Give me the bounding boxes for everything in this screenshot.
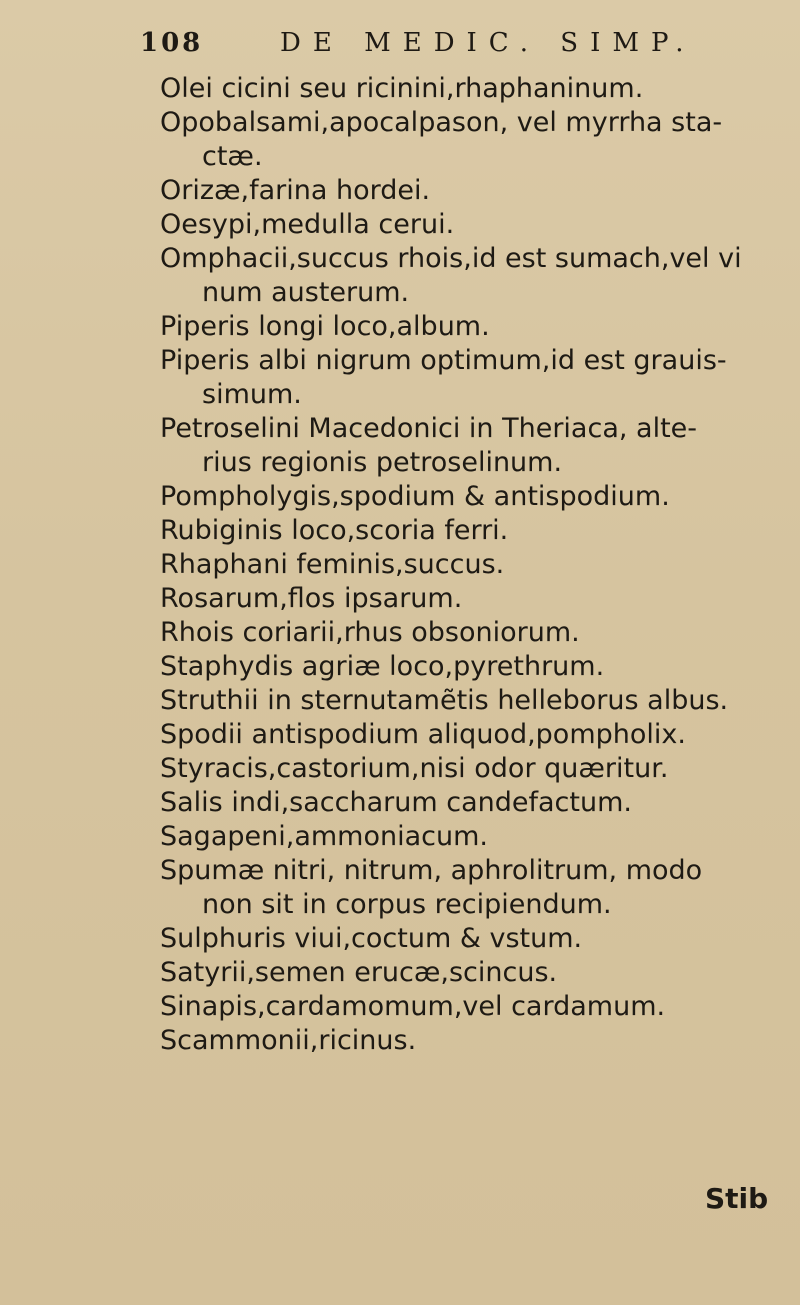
entry-line: Styracis,castorium,nisi odor quæritur. (160, 753, 669, 784)
entry-line: Sulphuris viui,coctum & vstum. (160, 923, 583, 954)
entry-line: Rubiginis loco,scoria ferri. (160, 515, 509, 546)
entry-line: Oesypi,medulla cerui. (160, 209, 455, 240)
entry-continuation: rius regionis petroselinum. (202, 447, 563, 478)
running-title: DE MEDIC. SIMP. (280, 28, 696, 58)
page-number: 108 (140, 28, 204, 58)
entry-line: Salis indi,saccharum candefactum. (160, 787, 632, 818)
entry-line: Sagapeni,ammoniacum. (160, 821, 488, 852)
entry-line: Satyrii,semen erucæ,scincus. (160, 957, 558, 988)
entry-line: Piperis longi loco,album. (160, 311, 490, 342)
page-header (140, 28, 740, 64)
entry-line: Piperis albi nigrum optimum,id est grauis- (160, 345, 727, 376)
entry-line: Struthii in sternutamẽtis helleborus albus. (160, 685, 729, 716)
entry-continuation: num austerum. (202, 277, 410, 308)
entry-line: Opobalsami,apocalpason, vel myrrha sta- (160, 107, 723, 138)
entry-continuation: simum. (202, 379, 302, 410)
entry-line: Scammonii,ricinus. (160, 1025, 417, 1056)
entry-list (160, 72, 770, 1058)
entry-line: Spodii antispodium aliquod,pompholix. (160, 719, 686, 750)
entry-line: Rosarum,flos ipsarum. (160, 583, 463, 614)
entry-line: Staphydis agriæ loco,pyrethrum. (160, 651, 605, 682)
entry-line: Sinapis,cardamomum,vel cardamum. (160, 991, 666, 1022)
entry-line: Spumæ nitri, nitrum, aphrolitrum, modo (160, 855, 703, 886)
entry-continuation: non sit in corpus recipiendum. (202, 889, 612, 920)
entry-line: Petroselini Macedonici in Theriaca, alte- (160, 413, 698, 444)
entry-line: Omphacii,succus rhois,id est sumach,vel vi (160, 243, 742, 274)
entry-line: Rhaphani feminis,succus. (160, 549, 505, 580)
entry-line: Orizæ,farina hordei. (160, 175, 431, 206)
entry-line: Pompholygis,spodium & antispodium. (160, 481, 670, 512)
catchword: Stib (705, 1182, 769, 1215)
entry-line: Rhois coriarii,rhus obsoniorum. (160, 617, 580, 648)
entry-continuation: ctæ. (202, 141, 263, 172)
entry-line: Olei cicini seu ricinini,rhaphaninum. (160, 73, 644, 104)
